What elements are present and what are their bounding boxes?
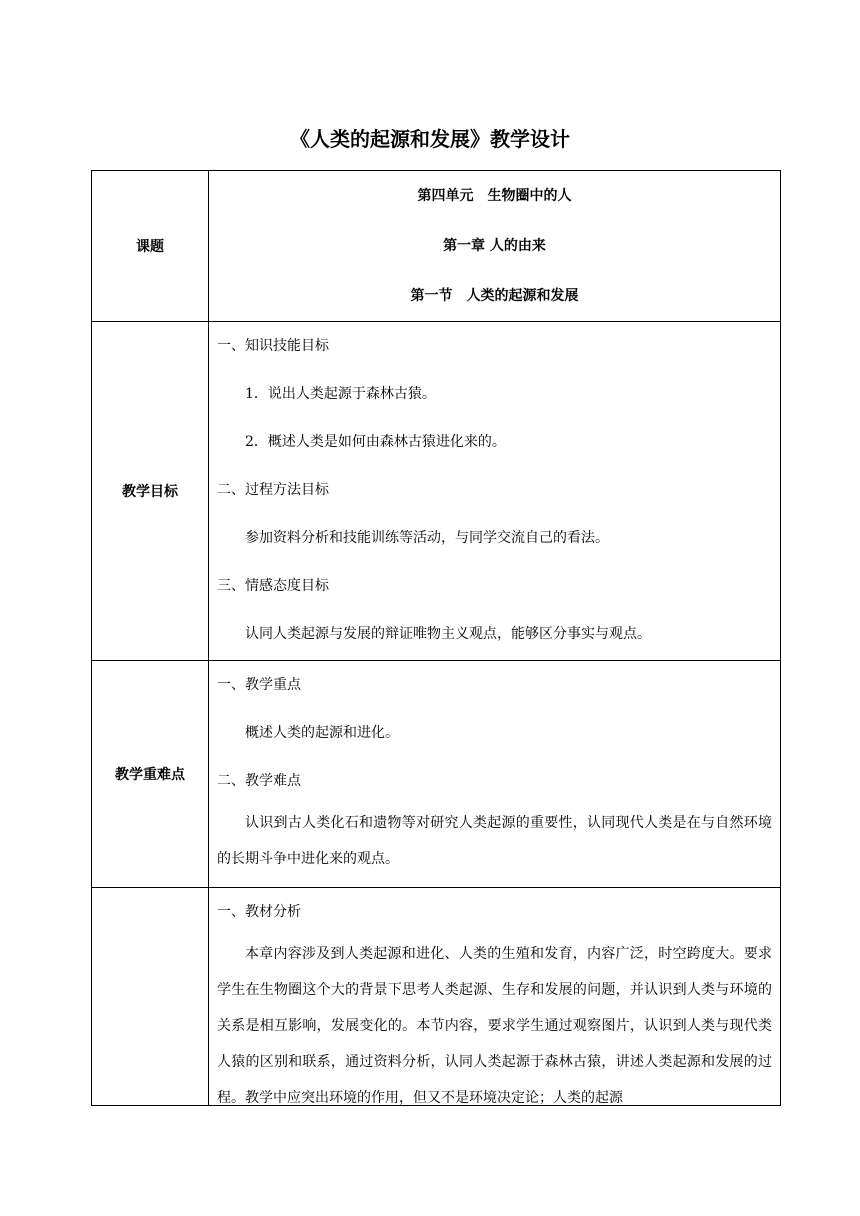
keypoint-text: 概述人类的起源和进化。	[245, 725, 399, 741]
table-row-keypoints	[92, 661, 781, 888]
difficulty-text: 认识到古人类化石和遗物等对研究人类起源的重要性，认同现代人类是在与自然环境的长期斗争中进化来的观点。	[217, 815, 772, 867]
table-row-topic	[92, 171, 781, 322]
objective-item-1: 1．说出人类起源于森林古猿。	[245, 386, 436, 402]
row-label-keypoints: 教学重难点	[92, 661, 209, 888]
section-title: 第一节 人类的起源和发展	[410, 288, 579, 304]
table-row-analysis	[92, 888, 781, 1106]
analysis-text: 本章内容涉及到人类起源和进化、人类的生殖和发育，内容广泛，时空跨度大。要求学生在生物圈这个大的背景下思考人类起源、生存和发展的问题，并认识到人类与环境的关系是相互影响，发展变化的。本节内容，要求学生通过观察图片，认识到人类与现代类人猿的区别和联系，通过资料分析，认同人类起源于森林古猿，讲述人类起源和发展的过程。教学中应突出环境的作用，但又不是环境决定论；人类的起源	[217, 946, 772, 1105]
difficulty-heading: 二、教学难点	[217, 773, 301, 789]
chapter-title: 第一章 人的由来	[443, 238, 546, 254]
objective-item-2: 2．概述人类是如何由森林古猿进化来的。	[245, 434, 506, 450]
objective-attitude-text: 认同人类起源与发展的辩证唯物主义观点，能够区分事实与观点。	[245, 626, 651, 642]
document-title: 《人类的起源和发展》教学设计	[290, 127, 570, 151]
objective-heading-attitude: 三、情感态度目标	[217, 578, 329, 594]
keypoint-heading: 一、教学重点	[217, 677, 301, 693]
table-row-objectives	[92, 322, 781, 661]
objective-heading-knowledge: 一、知识技能目标	[217, 338, 329, 354]
row-label-objectives: 教学目标	[92, 322, 209, 661]
objective-process-text: 参加资料分析和技能训练等活动，与同学交流自己的看法。	[245, 530, 609, 546]
objectives-content	[209, 322, 781, 661]
analysis-content	[209, 888, 781, 1106]
row-label-analysis	[92, 888, 209, 1106]
topic-content	[209, 171, 781, 322]
lesson-plan-table	[91, 170, 781, 1106]
unit-title: 第四单元 生物圈中的人	[417, 188, 572, 204]
row-label-topic: 课题	[92, 171, 209, 322]
objective-heading-process: 二、过程方法目标	[217, 482, 329, 498]
analysis-heading: 一、教材分析	[217, 904, 301, 920]
keypoints-content	[209, 661, 781, 888]
